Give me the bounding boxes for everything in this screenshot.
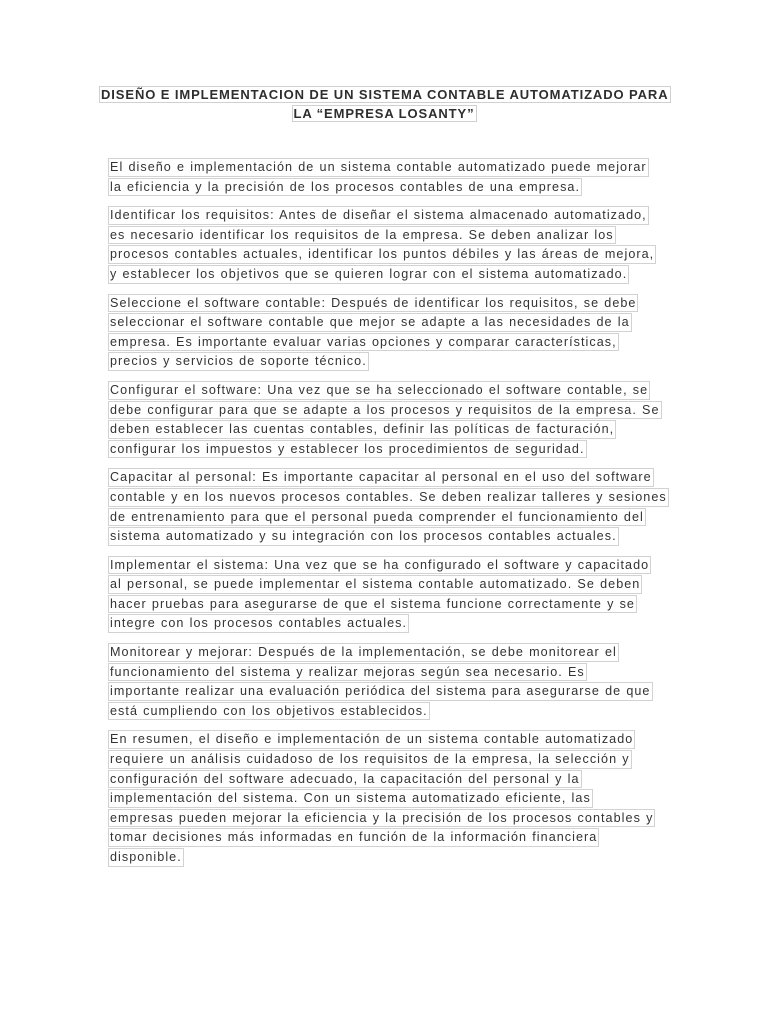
title-line: LA “EMPRESA LOSANTY”	[293, 105, 475, 121]
text-line: Identificar los requisitos: Antes de diseñar el sistema almacenado automatizado,	[110, 208, 647, 223]
text-line: funcionamiento del sistema y realizar mejoras según sea necesario. Es	[110, 664, 585, 679]
text-line: En resumen, el diseño e implementación de un sistema contable automatizado	[110, 732, 634, 747]
text-line: empresa. Es importante evaluar varias opciones y comparar características,	[110, 334, 617, 349]
paragraph	[109, 206, 661, 284]
paragraph	[109, 294, 661, 372]
text-line: precios y servicios de soporte técnico.	[110, 354, 367, 369]
paragraph	[109, 643, 661, 721]
text-line: Seleccione el software contable: Después de identificar los requisitos, se debe	[110, 295, 637, 310]
text-line: y establecer los objetivos que se quieren lograr con el sistema automatizado.	[110, 266, 628, 281]
paragraph	[109, 381, 661, 459]
paragraph	[109, 556, 661, 634]
text-line: procesos contables actuales, identificar los puntos débiles y las áreas de mejora,	[110, 247, 655, 262]
text-line: la eficiencia y la precisión de los procesos contables de una empresa.	[110, 179, 581, 194]
text-line: de entrenamiento para que el personal pueda comprender el funcionamiento del	[110, 509, 644, 524]
text-line: El diseño e implementación de un sistema contable automatizado puede mejorar	[110, 160, 647, 174]
document-title	[100, 86, 668, 123]
text-line: configurar los impuestos y establecer los procedimientos de seguridad.	[110, 441, 585, 456]
text-line: contable y en los nuevos procesos contables. Se deben realizar talleres y sesiones	[110, 489, 667, 504]
text-line: importante realizar una evaluación periódica del sistema para asegurarse de que	[110, 684, 651, 699]
text-line: requiere un análisis cuidadoso de los requisitos de la empresa, la selección y	[110, 752, 630, 767]
text-line: Implementar el sistema: Una vez que se ha configurado el software y capacitado	[110, 557, 650, 572]
text-line: hacer pruebas para asegurarse de que el sistema funcione correctamente y se	[110, 596, 635, 611]
text-line: deben establecer las cuentas contables, definir las políticas de facturación,	[110, 422, 615, 437]
text-line: Configurar el software: Una vez que se ha seleccionado el software contable, se	[110, 382, 649, 397]
text-line: implementación del sistema. Con un sistema automatizado eficiente, las	[110, 791, 591, 806]
paragraph	[109, 158, 661, 197]
title-line: DISEÑO E IMPLEMENTACION DE UN SISTEMA CONTABLE AUTOMATIZADO PARA	[101, 87, 669, 102]
text-line: tomar decisiones más informadas en función de la información financiera	[110, 830, 598, 845]
text-line: es necesario identificar los requisitos de la empresa. Se deben analizar los	[110, 227, 614, 242]
text-line: configuración del software adecuado, la capacitación del personal y la	[110, 771, 580, 786]
text-line: debe configurar para que se adapte a los procesos y requisitos de la empresa. Se	[110, 402, 660, 417]
text-line: al personal, se puede implementar el sistema contable automatizado. Se deben	[110, 577, 641, 592]
text-line: sistema automatizado y su integración con los procesos contables actuales.	[110, 529, 617, 544]
text-line: Capacitar al personal: Es importante capacitar al personal en el uso del software	[110, 470, 652, 485]
document-body	[109, 158, 667, 877]
paragraph	[109, 730, 661, 867]
text-line: Monitorear y mejorar: Después de la implementación, se debe monitorear el	[110, 645, 617, 660]
text-line: integre con los procesos contables actuales.	[110, 616, 408, 631]
text-line: está cumpliendo con los objetivos establecidos.	[110, 703, 428, 718]
text-line: disponible.	[110, 850, 182, 864]
paragraph	[109, 468, 667, 546]
text-line: empresas pueden mejorar la eficiencia y la precisión de los procesos contables y	[110, 810, 654, 825]
text-line: seleccionar el software contable que mejor se adapte a las necesidades de la	[110, 315, 630, 330]
